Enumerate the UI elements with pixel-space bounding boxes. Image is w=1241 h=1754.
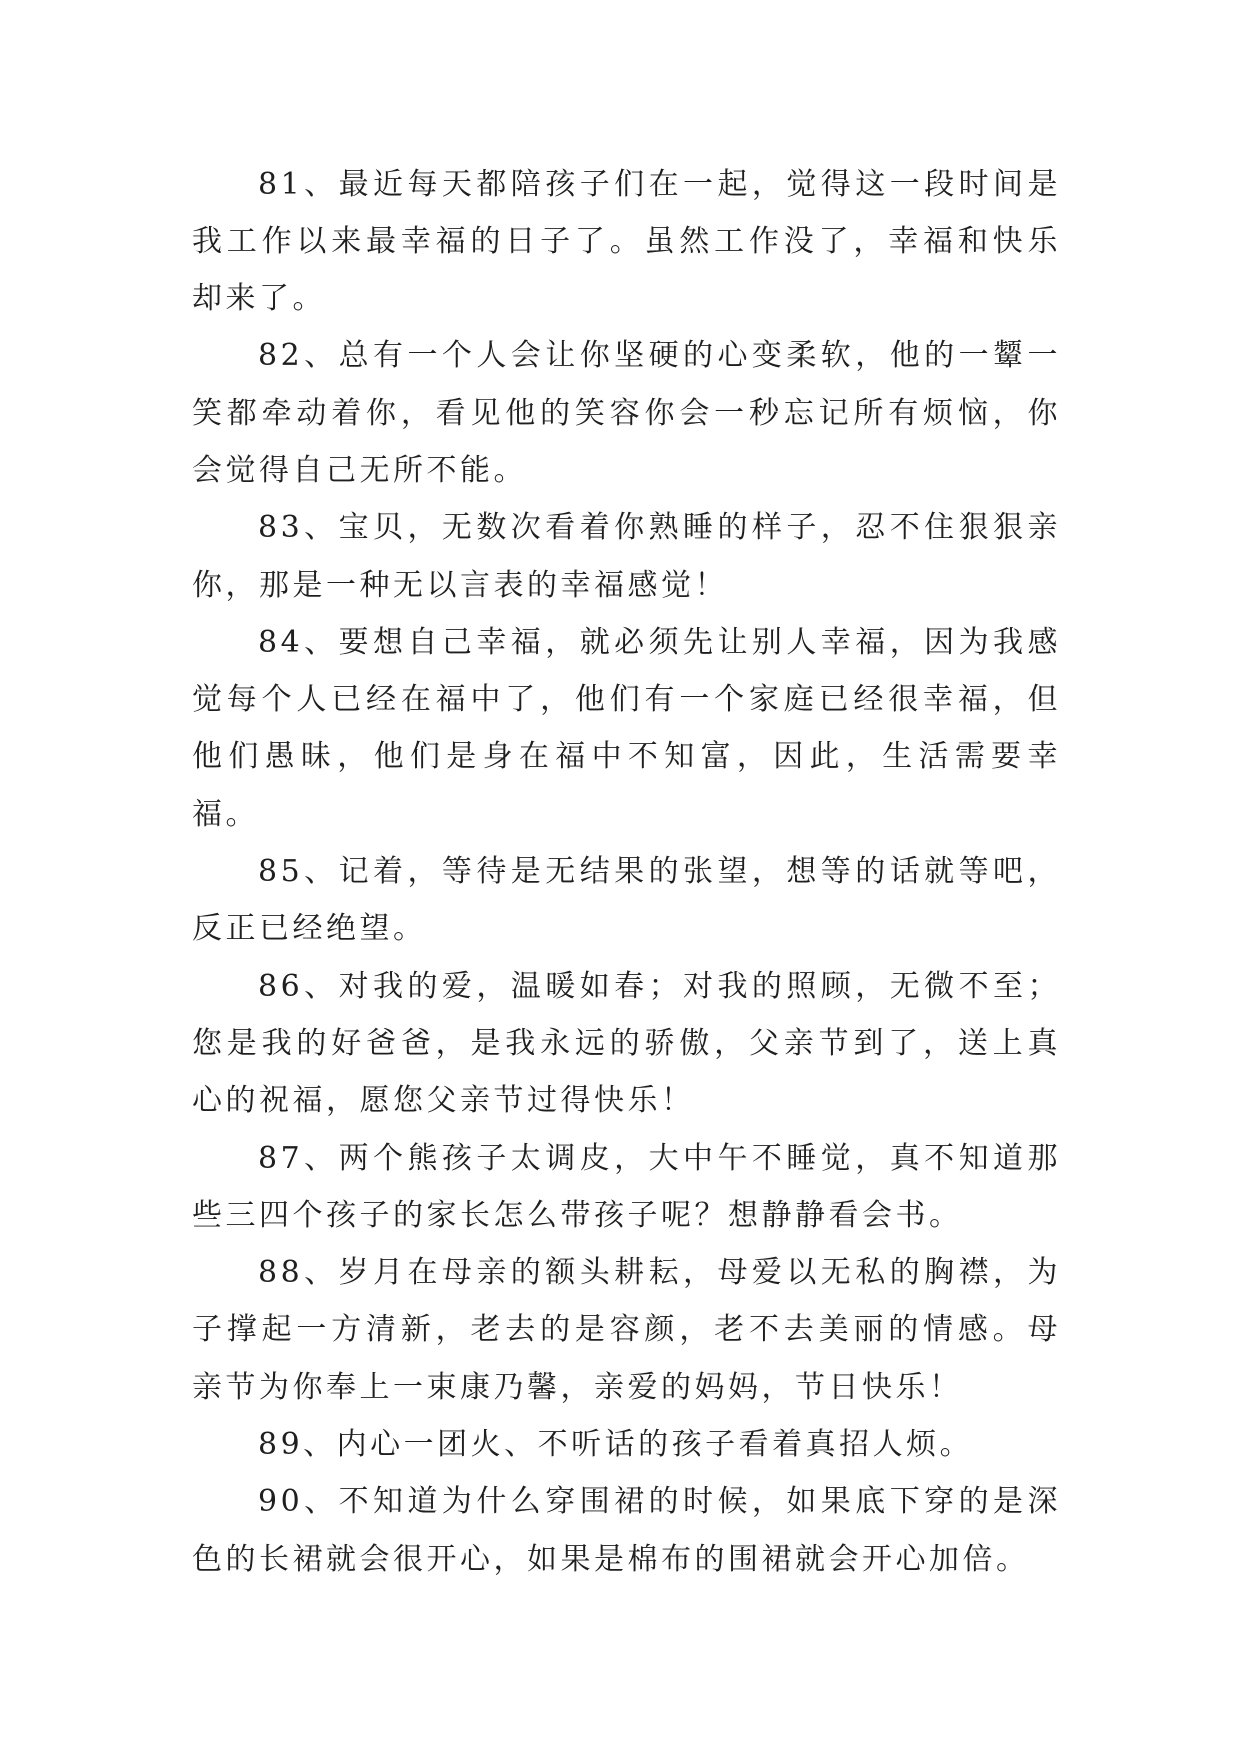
paragraph-81: 81、最近每天都陪孩子们在一起，觉得这一段时间是我工作以来最幸福的日子了。虽然工作没了，幸福和快乐却来了。 (192, 166, 1061, 317)
document-body (192, 156, 1061, 1588)
paragraph-84: 84、要想自己幸福，就必须先让别人幸福，因为我感觉每个人已经在福中了，他们有一个家庭已经很幸福，但他们愚昧，他们是身在福中不知富，因此，生活需要幸福。 (192, 624, 1061, 832)
paragraph-88: 88、岁月在母亲的额头耕耘，母爱以无私的胸襟，为子撑起一方清新，老去的是容颜，老不去美丽的情感。母亲节为你奉上一束康乃馨，亲爱的妈妈，节日快乐！ (192, 1255, 1061, 1405)
paragraph-82: 82、总有一个人会让你坚硬的心变柔软，他的一颦一笑都牵动着你，看见他的笑容你会一秒忘记所有烦恼，你会觉得自己无所不能。 (192, 338, 1061, 488)
paragraph-89: 89、内心一团火、不听话的孩子看着真招人烦。 (258, 1427, 974, 1463)
paragraph-86: 86、对我的爱，温暖如春；对我的照顾，无微不至；您是我的好爸爸，是我永远的骄傲，父亲节到了，送上真心的祝福，愿您父亲节过得快乐！ (192, 968, 1061, 1119)
paragraph-87: 87、两个熊孩子太调皮，大中午不睡觉，真不知道那些三四个孩子的家长怎么带孩子呢？想静静看会书。 (192, 1140, 1061, 1233)
paragraph-90: 90、不知道为什么穿围裙的时候，如果底下穿的是深色的长裙就会很开心，如果是棉布的围裙就会开心加倍。 (192, 1484, 1061, 1577)
paragraph-83: 83、宝贝，无数次看着你熟睡的样子，忍不住狠狠亲你，那是一种无以言表的幸福感觉！ (192, 510, 1061, 603)
paragraph-85: 85、记着，等待是无结果的张望，想等的话就等吧，反正已经绝望。 (192, 854, 1061, 947)
